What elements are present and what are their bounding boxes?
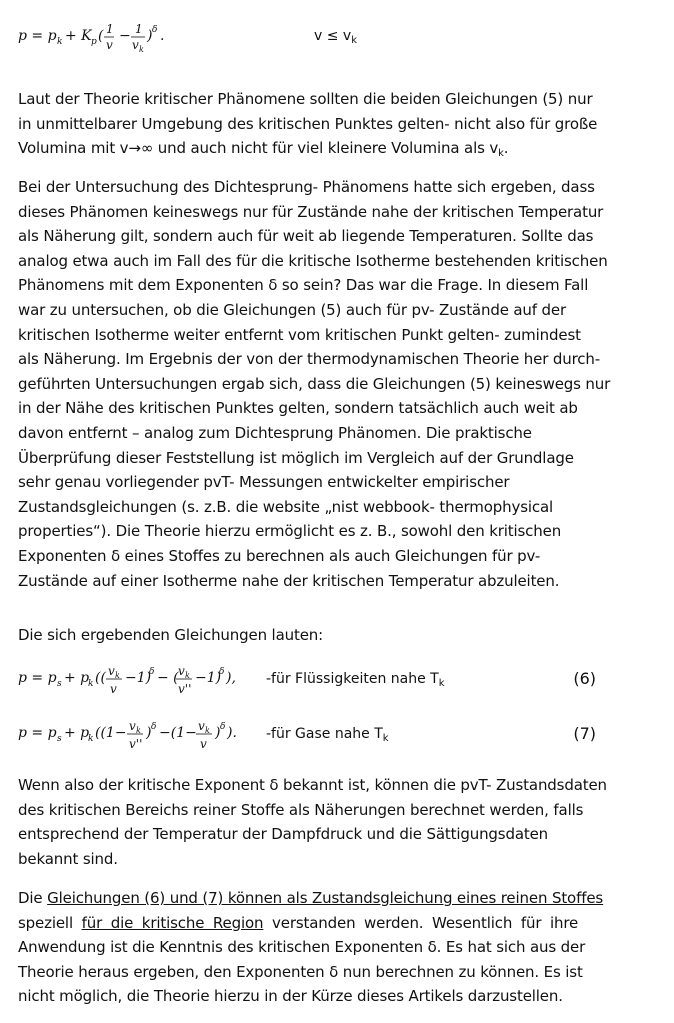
equation-6-condition: -für Flüssigkeiten nahe $T_k$ xyxy=(266,671,445,689)
paragraph-2 xyxy=(18,175,658,593)
svg-text:),: ), xyxy=(226,670,236,686)
svg-text:p = p: p = p xyxy=(18,670,57,686)
para2-line: davon entfernt – analog zum Dichtesprung Phänomen. Die praktische xyxy=(18,423,532,442)
svg-text:v'': v'' xyxy=(129,737,143,751)
paragraph-1 xyxy=(18,87,658,167)
svg-text:v: v xyxy=(108,664,115,678)
paragraph-5 xyxy=(18,886,658,1009)
equation-6-formula xyxy=(18,660,268,708)
svg-text:k: k xyxy=(136,726,141,735)
para2-line: in der Nähe des kritischen Punktes gelten, sondern tatsächlich auch weit ab xyxy=(18,399,578,418)
para2-line: als Näherung. Im Ergebnis der von der thermodynamischen Theorie her durch- xyxy=(18,350,601,369)
equation-7-formula xyxy=(18,715,268,763)
para2-line: Exponenten δ eines Stoffes zu berechnen als auch Gleichungen für pv- xyxy=(18,546,541,565)
svg-text:k: k xyxy=(88,679,94,689)
svg-text:k: k xyxy=(57,37,63,47)
svg-text:s: s xyxy=(57,679,62,689)
svg-text:−: − xyxy=(119,28,131,44)
svg-text:): ) xyxy=(147,28,153,44)
svg-text:δ: δ xyxy=(152,25,158,35)
svg-text:k: k xyxy=(185,671,190,680)
para5-text: speziell xyxy=(18,913,82,932)
svg-text:).: ). xyxy=(227,725,237,741)
svg-text:+ K: + K xyxy=(65,28,92,44)
para2-line: Zustandsgleichungen (s. z.B. die website „nist webbook- thermophysical xyxy=(18,497,554,516)
para4-line: bekannt sind. xyxy=(18,849,118,868)
svg-text:k: k xyxy=(205,726,210,735)
equation-condition: $v \le v_k$ xyxy=(314,28,357,46)
equation-6 xyxy=(18,660,596,700)
para5-text: Die xyxy=(18,889,48,907)
para2-line: Zustände auf einer Isotherme nahe der kritischen Temperatur abzuleiten. xyxy=(18,571,560,590)
para2-line: analog etwa auch im Fall des für die kritische Isotherme bestehenden kritischen xyxy=(18,251,608,270)
para5-line-1 xyxy=(18,886,658,911)
para3-line: Die sich ergebenden Gleichungen lauten: xyxy=(18,626,324,644)
para1-line-1: Laut der Theorie kritischer Phänomene sollten die beiden Gleichungen (5) nur xyxy=(18,90,593,108)
svg-text:δ: δ xyxy=(149,667,155,677)
svg-text:k: k xyxy=(88,734,94,744)
para2-line: als Näherung gilt, sondern auch für weit ab liegende Temperaturen. Sollte das xyxy=(18,227,594,246)
para2-line: properties“). Die Theorie hierzu ermöglicht es z. B., sowohl den kritischen xyxy=(18,522,562,541)
svg-text:v: v xyxy=(129,719,136,733)
svg-text:v'': v'' xyxy=(178,682,192,696)
paragraph-4 xyxy=(18,773,658,871)
svg-text:k: k xyxy=(115,671,120,680)
underlined-text: für die kritische Region xyxy=(81,913,264,932)
svg-text:1: 1 xyxy=(135,22,143,36)
para2-line: Überprüfung dieser Feststellung ist möglich im Vergleich auf der Grundlage xyxy=(18,448,574,467)
svg-text:δ: δ xyxy=(151,722,157,732)
svg-text:+ p: + p xyxy=(64,670,90,686)
svg-text:((: (( xyxy=(95,670,106,686)
svg-text:): ) xyxy=(146,725,152,741)
svg-text:p = p: p = p xyxy=(18,725,57,741)
svg-text:v: v xyxy=(200,737,207,751)
svg-text:p: p xyxy=(91,37,97,47)
equation-formula xyxy=(18,18,218,66)
equation-6-number: (6) xyxy=(573,669,596,688)
svg-text:): ) xyxy=(215,725,221,741)
para2-line: sehr genau vorliegender pvT- Messungen entwickelter empirischer xyxy=(18,473,510,492)
svg-text:s: s xyxy=(57,734,62,744)
svg-text:.: . xyxy=(160,28,165,44)
para2-line: geführten Untersuchungen ergab sich, dass die Gleichungen (5) keineswegs nur xyxy=(18,374,611,393)
underlined-text: Gleichungen (6) und (7) können als Zustandsgleichung eines reinen Stoffes xyxy=(47,889,604,907)
svg-text:δ: δ xyxy=(219,667,225,677)
para5-line-3: Anwendung ist die Kenntnis des kritischen Exponenten δ. Es hat sich aus der xyxy=(18,938,586,957)
svg-text:1: 1 xyxy=(106,22,114,36)
paragraph-3 xyxy=(18,623,658,648)
svg-text:v: v xyxy=(110,682,117,696)
svg-text:p = p: p = p xyxy=(18,28,57,44)
para1-line-3: Volumina mit v→∞ und auch nicht für viel kleinere Volumina als $v_k$. xyxy=(18,139,509,160)
svg-text:+ p: + p xyxy=(64,725,90,741)
svg-text:−(1−: −(1− xyxy=(159,725,197,741)
svg-text:−1): −1) xyxy=(195,670,222,686)
para5-line-5: nicht möglich, die Theorie hierzu in der Kürze dieses Artikels darzustellen. xyxy=(18,987,563,1006)
svg-text:v: v xyxy=(106,38,113,52)
equation-7-condition: -für Gase nahe $T_k$ xyxy=(266,726,389,744)
para5-line-2 xyxy=(18,911,658,936)
para1-line-2: in unmittelbarer Umgebung des kritischen Punktes gelten- nicht also für große xyxy=(18,114,598,133)
para4-line: des kritischen Bereichs reiner Stoffe als Näherungen berechnet werden, falls xyxy=(18,800,584,819)
equation-7 xyxy=(18,715,596,755)
para2-line: dieses Phänomen keineswegs nur für Zustände nahe der kritischen Temperatur xyxy=(18,202,604,221)
equation-7-number: (7) xyxy=(573,724,596,743)
svg-text:− (: − ( xyxy=(157,670,179,686)
svg-text:v: v xyxy=(198,719,205,733)
svg-text:v: v xyxy=(132,38,139,52)
para4-line: Wenn also der kritische Exponent δ bekannt ist, können die pvT- Zustandsdaten xyxy=(18,776,607,794)
svg-text:δ: δ xyxy=(220,722,226,732)
para2-line: war zu untersuchen, ob die Gleichungen (5) auch für pv- Zustände auf der xyxy=(18,300,567,319)
svg-text:((1−: ((1− xyxy=(95,725,127,741)
para2-line: Bei der Untersuchung des Dichtesprung- Phänomens hatte sich ergeben, dass xyxy=(18,178,595,196)
svg-text:v: v xyxy=(178,664,185,678)
svg-text:(: ( xyxy=(98,28,104,44)
svg-text:k: k xyxy=(139,45,144,54)
para2-line: Phänomens mit dem Exponenten δ so sein? Das war die Frage. In diesem Fall xyxy=(18,276,589,295)
svg-text:−1): −1) xyxy=(125,670,152,686)
equation-critical-isotherm xyxy=(18,18,614,58)
para5-text: verstanden werden. Wesentlich für ihre xyxy=(263,913,579,932)
para5-line-4: Theorie heraus ergeben, den Exponenten δ nun berechnen zu können. Es ist xyxy=(18,962,583,981)
para4-line: entsprechend der Temperatur der Dampfdruck und die Sättigungsdaten xyxy=(18,825,549,844)
para2-line: kritischen Isotherme weiter entfernt vom kritischen Punkt gelten- zumindest xyxy=(18,325,581,344)
